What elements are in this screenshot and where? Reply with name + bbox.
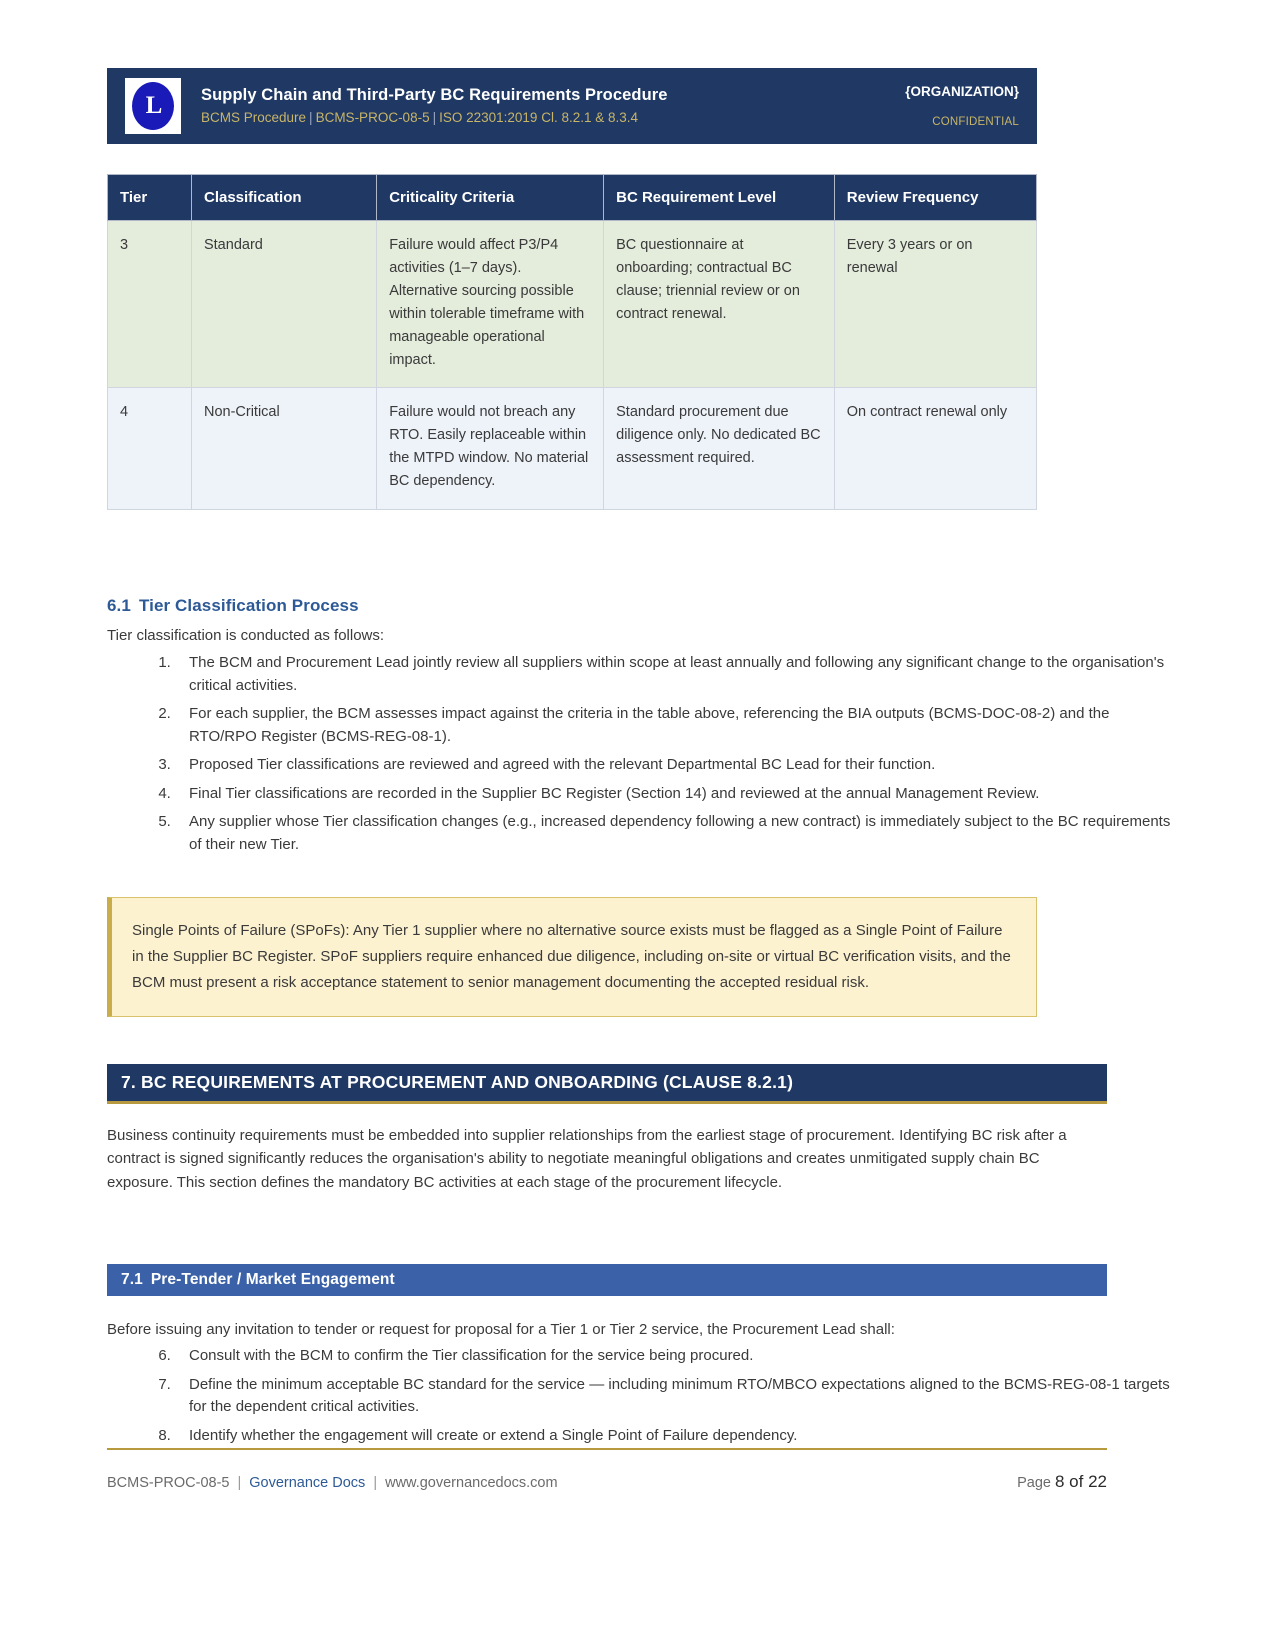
subtitle-standard-ref: ISO 22301:2019 Cl. 8.2.1 & 8.3.4 (439, 110, 638, 125)
section-7-1-banner (107, 1264, 1107, 1296)
footer-doc-code: BCMS-PROC-08-5 (107, 1475, 230, 1491)
list-item: 2. For each supplier, the BCM assesses impact against the criteria in the table above, referencing the BIA outputs (BCMS-DOC-08-2) and the RTO/RPO Register (BCMS-REG-08-1). (175, 703, 1175, 748)
subtitle-doc-type: BCMS Procedure (201, 110, 307, 125)
column-header-classification: Classification (191, 175, 376, 221)
heading-6-1 (107, 596, 359, 616)
section-7-paragraph: Business continuity requirements must be embedded into supplier relationships from the earliest stage of procurement. Identifying BC risk after a contract is signed significantly reduces the organisation's ability to negotiate meaningful obligations and creates unmitigated supply chain BC exposure. This section defines the mandatory BC activities at each stage of the procurement lifecycle. (107, 1127, 1067, 1191)
organization-logo (125, 78, 181, 134)
cell-frequency: Every 3 years or on renewal (834, 221, 1036, 388)
subtitle-separator-1: | (309, 110, 313, 125)
heading-6-1-number: 6.1 (107, 596, 131, 615)
list-item: 8. Identify whether the engagement will create or extend a Single Point of Failure dependency. (175, 1425, 1175, 1448)
table-header-row (108, 175, 1037, 221)
logo-letter-icon: L (132, 82, 174, 130)
header-title-group (201, 84, 859, 129)
pre-tender-steps (107, 1345, 1175, 1453)
heading-7-1-number: 7.1 (121, 1271, 143, 1288)
spof-callout-box: Single Points of Failure (SPoFs): Any Tier 1 supplier where no alternative source exists must be flagged as a Single Point of Failure in the Supplier BC Register. SPoF suppliers require enhanced due diligence, including on-site or virtual BC verification visits, and the BCM must present a risk acceptance statement to senior management documenting the accepted residual risk. (107, 897, 1037, 1017)
tier-classification-table (107, 174, 1037, 510)
cell-classification: Non-Critical (191, 388, 376, 510)
table-row (108, 388, 1037, 510)
footer-page-number: 8 of 22 (1055, 1472, 1107, 1491)
subtitle-doc-code: BCMS-PROC-08-5 (315, 110, 430, 125)
list-item: 7. Define the minimum acceptable BC standard for the service — including minimum RTO/MBCO expectations aligned to the BCMS-REG-08-1 targets for the dependent critical activities. (175, 1374, 1175, 1419)
cell-tier: 3 (108, 221, 192, 388)
column-header-requirement: BC Requirement Level (604, 175, 835, 221)
section-6-1-intro: Tier classification is conducted as follows: (107, 627, 385, 644)
list-item: 4. Final Tier classifications are recorded in the Supplier BC Register (Section 14) and reviewed at the annual Management Review. (175, 783, 1175, 806)
document-subtitle (201, 108, 859, 128)
table-row (108, 221, 1037, 388)
footer-separator-1: | (237, 1475, 242, 1491)
cell-requirement: BC questionnaire at onboarding; contractual BC clause; triennial review or on contract renewal. (604, 221, 835, 388)
cell-frequency: On contract renewal only (834, 388, 1036, 510)
footer-brand-link[interactable]: Governance Docs (249, 1475, 366, 1491)
footer-page-label: Page (1017, 1475, 1051, 1491)
list-item: 1. The BCM and Procurement Lead jointly review all suppliers within scope at least annually and following any significant change to the organisation's critical activities. (175, 652, 1175, 697)
table-header (108, 175, 1037, 221)
list-item: 3. Proposed Tier classifications are reviewed and agreed with the relevant Departmental BC Lead for their function. (175, 754, 1175, 777)
tier-classification-steps (107, 652, 1175, 862)
cell-tier: 4 (108, 388, 192, 510)
list-item: 5. Any supplier whose Tier classification changes (e.g., increased dependency following a new contract) is immediately subject to the BC requirements of their new Tier. (175, 811, 1175, 856)
cell-criticality: Failure would affect P3/P4 activities (1–7 days). Alternative sourcing possible within tolerable timeframe with manageable operational impact. (377, 221, 604, 388)
document-header (107, 68, 1037, 144)
cell-criticality: Failure would not breach any RTO. Easily replaceable within the MTPD window. No material BC dependency. (377, 388, 604, 510)
footer-divider (107, 1448, 1107, 1450)
subtitle-separator-2: | (432, 110, 437, 125)
document-title: Supply Chain and Third-Party BC Requirements Procedure (201, 85, 668, 104)
footer-left-group (107, 1475, 558, 1491)
table-body (108, 221, 1037, 510)
column-header-tier: Tier (108, 175, 192, 221)
confidentiality-label: CONFIDENTIAL (932, 116, 1019, 129)
organization-placeholder: {ORGANIZATION} (905, 83, 1019, 99)
footer-page-indicator (1017, 1472, 1107, 1492)
column-header-frequency: Review Frequency (834, 175, 1036, 221)
section-7-1-intro: Before issuing any invitation to tender or request for proposal for a Tier 1 or Tier 2 service, the Procurement Lead shall: (107, 1321, 895, 1338)
heading-6-1-title: Tier Classification Process (138, 596, 359, 615)
list-item: 6. Consult with the BCM to confirm the Tier classification for the service being procured. (175, 1345, 1175, 1368)
footer-separator-2: | (373, 1475, 378, 1491)
cell-requirement: Standard procurement due diligence only. No dedicated BC assessment required. (604, 388, 835, 510)
page-footer (107, 1472, 1107, 1492)
footer-website[interactable]: www.governancedocs.com (385, 1475, 558, 1491)
cell-classification: Standard (191, 221, 376, 388)
header-meta-group (859, 84, 1023, 129)
section-7-banner: 7. BC REQUIREMENTS AT PROCUREMENT AND ONBOARDING (CLAUSE 8.2.1) (107, 1064, 1107, 1104)
heading-7-1-title: Pre-Tender / Market Engagement (150, 1271, 395, 1288)
column-header-criticality: Criticality Criteria (377, 175, 604, 221)
